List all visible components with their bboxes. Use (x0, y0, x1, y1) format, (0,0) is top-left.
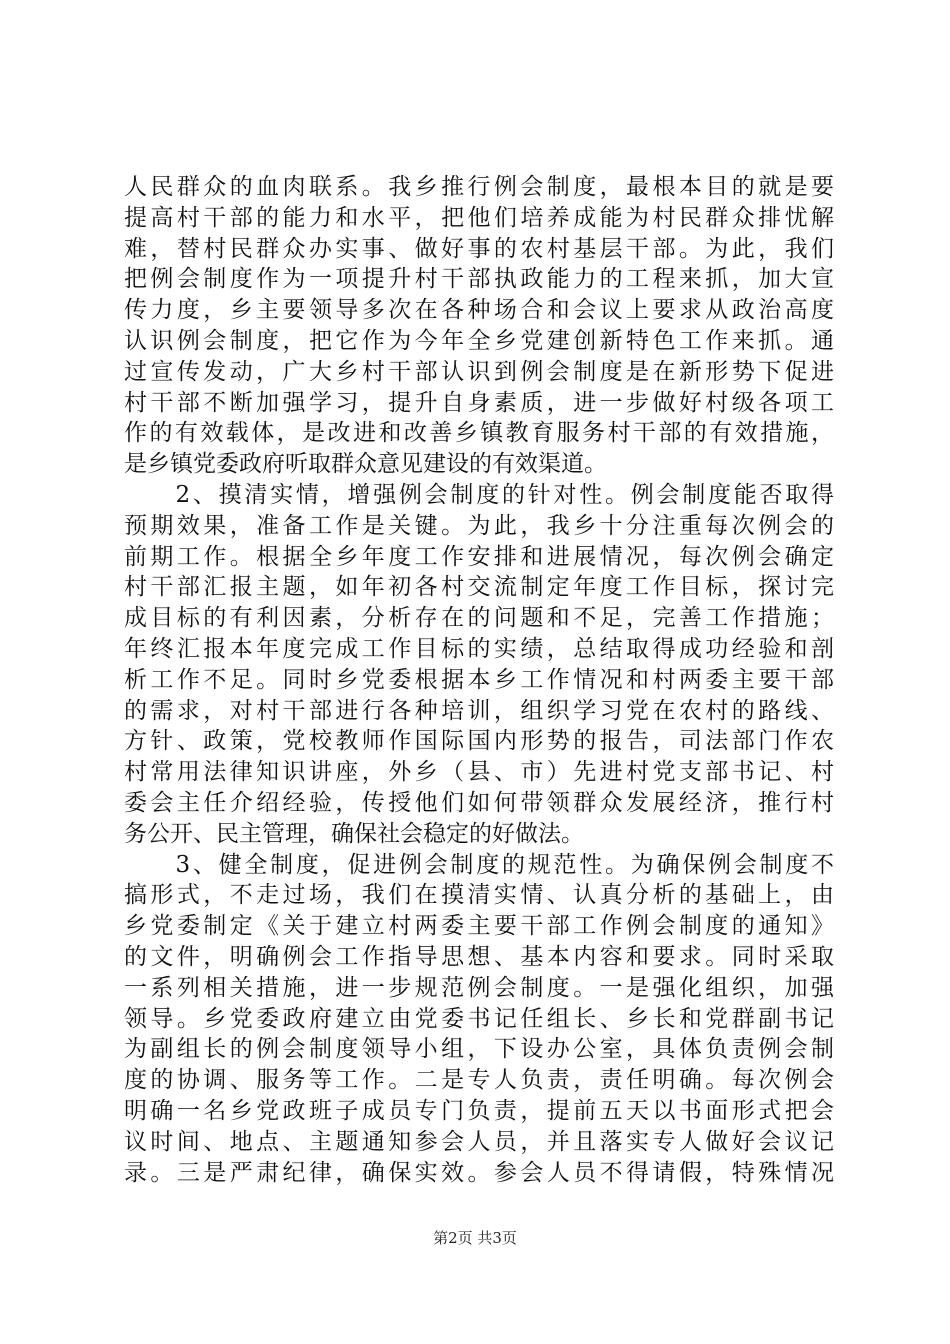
text-line: 村常用法律知识讲座，外乡（县、市）先进村党支部书记、村 (124, 759, 834, 786)
text-line: 搞形式，不走过场，我们在摸清实情、认真分析的基础上，由 (124, 882, 834, 909)
text-line: 为副组长的例会制度领导小组，下设办公室，具体负责例会制 (124, 1036, 834, 1063)
text-line: 务公开、民主管理，确保社会稳定的好做法。 (124, 820, 584, 847)
text-line: 前期工作。根据全乡年度工作安排和进展情况，每次例会确定 (124, 543, 834, 570)
text-line: 议时间、地点、主题通知参会人员，并且落实专人做好会议记 (124, 1128, 834, 1155)
text-line: 年终汇报本年度完成工作目标的实绩，总结取得成功经验和剖 (124, 635, 834, 662)
text-line: 难，替村民群众办实事、做好事的农村基层干部。为此，我们 (124, 235, 834, 262)
text-line: 认识例会制度，把它作为今年全乡党建创新特色工作来抓。通 (124, 327, 834, 354)
text-line: 村干部汇报主题，如年初各村交流制定年度工作目标，探讨完 (124, 574, 834, 601)
text-line: 一系列相关措施，进一步规范例会制度。一是强化组织，加强 (124, 974, 834, 1001)
text-line: 明确一名乡党政班子成员专门负责，提前五天以书面形式把会 (124, 1097, 834, 1124)
text-line: 方针、政策，党校教师作国际国内形势的报告，司法部门作农 (124, 728, 834, 755)
text-line: 提高村干部的能力和水平，把他们培养成能为村民群众排忧解 (124, 204, 834, 231)
text-line: 把例会制度作为一项提升村干部执政能力的工程来抓，加大宣 (124, 266, 834, 293)
text-line: 的文件，明确例会工作指导思想、基本内容和要求。同时采取 (124, 943, 834, 970)
text-line: 作的有效载体，是改进和改善乡镇教育服务村干部的有效措施， (124, 420, 834, 447)
text-line: 度的协调、服务等工作。二是专人负责，责任明确。每次例会 (124, 1067, 834, 1094)
text-line: 乡党委制定《关于建立村两委主要干部工作例会制度的通知》 (124, 913, 834, 940)
text-line: 成目标的有利因素，分析存在的问题和不足，完善工作措施； (124, 605, 834, 632)
text-line: 传力度，乡主要领导多次在各种场合和会议上要求从政治高度 (124, 297, 834, 324)
text-line: 3、健全制度，促进例会制度的规范性。为确保例会制度不 (124, 851, 834, 878)
text-line: 过宣传发动，广大乡村干部认识到例会制度是在新形势下促进 (124, 358, 834, 385)
body-text (124, 172, 834, 1188)
page-footer: 第2页 共3页 (433, 1229, 517, 1247)
text-line: 的需求，对村干部进行各种培训，组织学习党在农村的路线、 (124, 697, 834, 724)
text-line: 析工作不足。同时乡党委根据本乡工作情况和村两委主要干部 (124, 666, 834, 693)
text-line: 村干部不断加强学习，提升自身素质，进一步做好村级各项工 (124, 389, 834, 416)
text-line: 录。三是严肃纪律，确保实效。参会人员不得请假，特殊情况 (124, 1159, 834, 1186)
text-line: 2、摸清实情，增强例会制度的针对性。例会制度能否取得 (124, 481, 834, 508)
text-line: 是乡镇党委政府听取群众意见建设的有效渠道。 (124, 451, 607, 478)
text-line: 领导。乡党委政府建立由党委书记任组长、乡长和党群副书记 (124, 1005, 834, 1032)
text-line: 委会主任介绍经验，传授他们如何带领群众发展经济，推行村 (124, 789, 834, 816)
text-line: 预期效果，准备工作是关键。为此，我乡十分注重每次例会的 (124, 512, 834, 539)
text-line: 人民群众的血肉联系。我乡推行例会制度，最根本目的就是要 (124, 174, 834, 200)
